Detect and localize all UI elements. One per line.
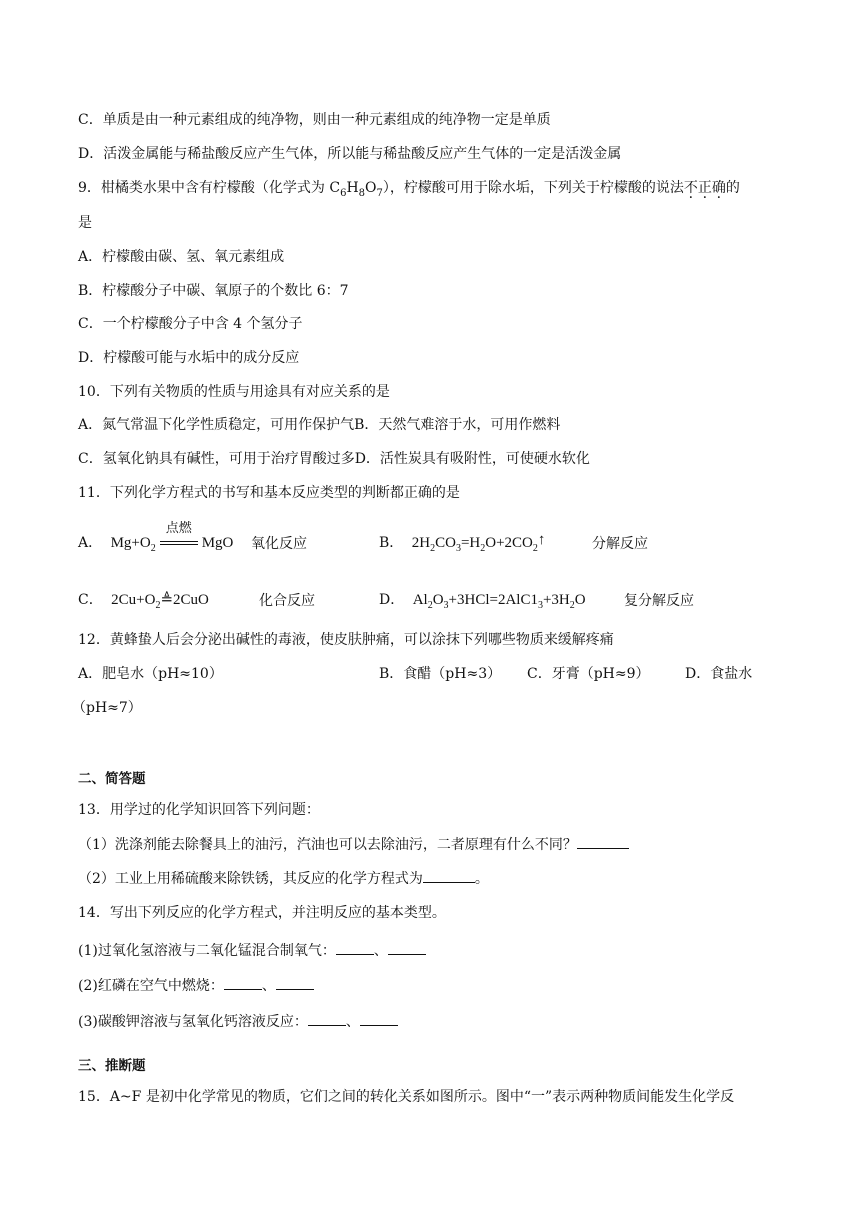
q13-part2: （2）工业上用稀硫酸来除铁锈，其反应的化学方程式为 。 [78, 868, 489, 888]
answer-blank[interactable] [308, 1011, 346, 1026]
gas-arrow-icon: ↑ [537, 532, 546, 548]
q12-option-d-cont: （pH≈7） [72, 700, 142, 716]
q12-option-c: C．牙膏（pH≈9） [527, 666, 650, 682]
q14-stem: 14．写出下列反应的化学方程式，并注明反应的基本类型。 [78, 905, 446, 921]
q10-stem: 10．下列有关物质的性质与用途具有对应关系的是 [78, 384, 390, 400]
emphasis-char: 不 [683, 180, 698, 196]
q9-option-a: A．柠檬酸由碳、氢、氧元素组成 [78, 249, 285, 265]
q11-option-c-type: 化合反应 [259, 593, 315, 609]
q11-option-a: A． $Mg+O_2$ 点燃 MgO [78, 521, 234, 554]
q8-option-c: C．单质是由一种元素组成的纯净物，则由一种元素组成的纯净物一定是单质 [78, 112, 551, 128]
answer-blank[interactable] [423, 868, 475, 883]
q8-option-d: D．活泼金属能与稀盐酸反应产生气体，所以能与稀盐酸反应产生气体的一定是活泼金属 [78, 146, 622, 162]
q9-option-c: C．一个柠檬酸分子中含 4 个氢分子 [78, 316, 303, 332]
q9-option-b: B．柠檬酸分子中碳、氧原子的个数比 6：7 [78, 283, 349, 299]
heat-condition: ≜ [160, 592, 174, 608]
q12-option-a: A．肥皂水（pH≈10） [78, 666, 223, 682]
q11-option-d-type: 复分解反应 [624, 593, 694, 609]
q9-stem: 9．柑橘类水果中含有柠檬酸（化学式为 $C_6H_8O_7$），柠檬酸可用于除水垢，下列关于柠檬酸的说法不正确的 [78, 180, 740, 199]
q13-stem: 13．用学过的化学知识回答下列问题： [78, 802, 320, 818]
answer-blank[interactable] [224, 975, 262, 990]
q11-option-c: C． $2Cu+O_2≜2CuO$ [78, 592, 209, 611]
q14-part3: (3)碳酸钾溶液与氢氧化钙溶液反应： 、 [78, 1011, 398, 1031]
q12-option-d: D．食盐水 [685, 666, 753, 682]
q14-part2: (2)红磷在空气中燃烧： 、 [78, 975, 314, 995]
q11-option-b: B． $2H_2CO_3=H_2O+2CO_2↑$ [379, 532, 546, 554]
answer-blank[interactable] [360, 1011, 398, 1026]
section-title-inference: 三、推断题 [78, 1058, 146, 1074]
answer-blank[interactable] [577, 834, 629, 849]
answer-blank[interactable] [276, 975, 314, 990]
q9-stem-line2: 是 [78, 215, 92, 231]
section-title-short-answer: 二、简答题 [78, 771, 146, 787]
answer-blank[interactable] [388, 940, 426, 955]
answer-blank[interactable] [336, 940, 374, 955]
emphasis-char: 确 [711, 180, 726, 196]
q13-part1: （1）洗涤剂能去除餐具上的油污，汽油也可以去除油污，二者原理有什么不同？ [78, 834, 629, 854]
reaction-condition: 点燃 [156, 534, 202, 552]
q12-option-b: B．食醋（pH≈3） [379, 666, 502, 682]
q11-option-d: D． $Al_2O_3+3HCl=2AlC1_3+3H_2O$ [379, 592, 586, 611]
q11-option-b-type: 分解反应 [592, 536, 648, 552]
q15-stem: 15．A~F 是初中化学常见的物质，它们之间的转化关系如图所示。图中“一”表示两种物质间能发生化学反 [78, 1089, 735, 1105]
q10-options-row2: C．氢氧化钠具有碱性，可用于治疗胃酸过多D．活性炭具有吸附性，可使硬水软化 [78, 451, 590, 467]
q14-part1: (1)过氧化氢溶液与二氧化锰混合制氧气： 、 [78, 940, 426, 960]
q11-stem: 11．下列化学方程式的书写和基本反应类型的判断都正确的是 [78, 485, 460, 501]
q12-stem: 12．黄蜂蛰人后会分泌出碱性的毒液，使皮肤肿痛，可以涂抹下列哪些物质来缓解疼痛 [78, 632, 614, 648]
q11-option-a-type: 氧化反应 [251, 536, 307, 552]
emphasis-char: 正 [697, 180, 712, 196]
q10-options-row1: A．氮气常温下化学性质稳定，可用作保护气B．天然气难溶于水，可用作燃料 [78, 417, 561, 433]
q9-option-d: D．柠檬酸可能与水垢中的成分反应 [78, 350, 300, 366]
